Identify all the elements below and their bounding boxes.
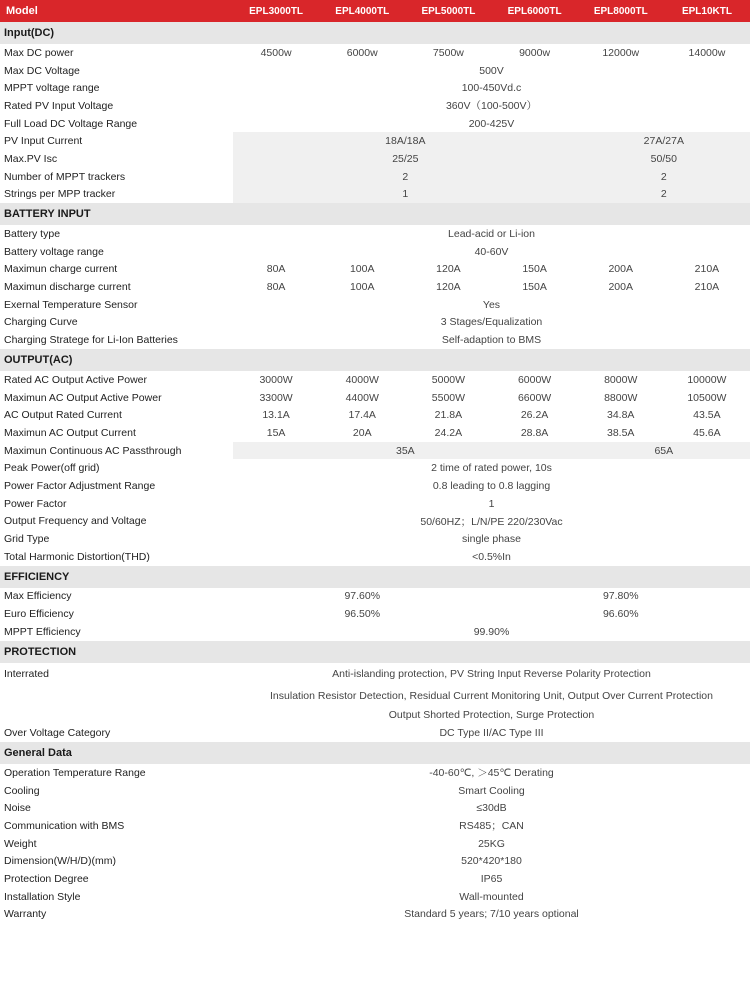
spec-value: IP65 [480, 872, 503, 885]
spec-value: 27A/27A [643, 135, 684, 148]
spec-label: Dimension(W/H/D)(mm) [4, 855, 116, 868]
spec-value: 34.8A [607, 409, 635, 422]
spec-label: Warranty [4, 908, 47, 921]
spec-label: Battery type [4, 228, 61, 241]
model-name: EPL3000TL [249, 5, 304, 17]
spec-row [0, 243, 750, 261]
spec-label: Max DC power [4, 46, 74, 59]
spec-value: 3300W [259, 391, 293, 404]
spec-value: 100A [349, 263, 375, 276]
section-header-output-ac: OUTPUT(AC) [0, 349, 750, 371]
spec-row [0, 707, 750, 725]
spec-value: 50/50 [650, 152, 677, 165]
spec-value: 97.60% [344, 590, 381, 603]
spec-label: Max DC Voltage [4, 64, 80, 77]
spec-value: 2 [402, 170, 409, 183]
spec-value: 4400W [345, 391, 379, 404]
spec-value: -40-60℃, ＞45℃ Derating [429, 767, 554, 780]
spec-row [0, 605, 750, 623]
spec-row [0, 168, 750, 186]
spec-row [0, 782, 750, 800]
section-header-battery-input: BATTERY INPUT [0, 203, 750, 225]
spec-value: 6600W [517, 391, 552, 404]
spec-value: <0.5%In [472, 550, 511, 563]
spec-row [0, 424, 750, 442]
spec-label: Cooling [4, 784, 40, 797]
spec-value: 520*420*180 [461, 855, 522, 868]
spec-value: 4000W [345, 373, 379, 386]
spec-label: Maximun charge current [4, 263, 118, 276]
spec-label: Full Load DC Voltage Range [4, 117, 138, 130]
section-header-efficiency: EFFICIENCY [0, 566, 750, 588]
spec-label: Total Harmonic Distortion(THD) [4, 550, 150, 563]
spec-value: Anti-islanding protection, PV String Input Reverse Polarity Protection [332, 667, 651, 680]
spec-row [0, 888, 750, 906]
spec-value: 45.6A [693, 426, 721, 439]
spec-value: 10000W [687, 373, 727, 386]
spec-value: 50/60HZ；L/N/PE 220/230Vac [420, 515, 563, 528]
spec-label: Weight [4, 837, 37, 850]
spec-row [0, 278, 750, 296]
spec-row [0, 225, 750, 243]
spec-row [0, 331, 750, 349]
spec-row [0, 588, 750, 606]
spec-value: 200-425V [468, 117, 515, 130]
spec-label: Installation Style [4, 890, 81, 903]
spec-value: 6000w [346, 46, 378, 59]
spec-value: 96.60% [602, 608, 639, 621]
spec-value: 43.5A [693, 409, 721, 422]
spec-row [0, 150, 750, 168]
spec-row [0, 314, 750, 332]
spec-value: 38.5A [607, 426, 635, 439]
spec-value: 210A [694, 263, 720, 276]
spec-label: Rated AC Output Active Power [4, 373, 147, 386]
spec-value: 18A/18A [385, 135, 426, 148]
spec-value: 100-450Vd.c [461, 82, 522, 95]
spec-row [0, 548, 750, 566]
spec-value: 3 Stages/Equalization [440, 316, 543, 329]
spec-value: 80A [266, 281, 286, 294]
spec-label: Grid Type [4, 533, 50, 546]
spec-value: 1 [488, 497, 495, 510]
spec-row [0, 477, 750, 495]
spec-row [0, 495, 750, 513]
model-name: EPL6000TL [507, 5, 562, 17]
spec-row [0, 389, 750, 407]
spec-row [0, 724, 750, 742]
spec-label: Maximun AC Output Current [4, 426, 136, 439]
spec-value: 8800W [604, 391, 638, 404]
spec-label: Maximun discharge current [4, 281, 131, 294]
spec-value: DC Type II/AC Type III [439, 727, 544, 740]
spec-value: Self-adaption to BMS [441, 334, 542, 347]
spec-value: 6000W [517, 373, 552, 386]
spec-value: 200A [608, 281, 633, 294]
spec-label: Exernal Temperature Sensor [4, 298, 138, 311]
spec-label: Euro Efficiency [4, 608, 74, 621]
spec-label: Operation Temperature Range [4, 766, 146, 779]
spec-label: Max.PV Isc [4, 152, 58, 165]
spec-row [0, 442, 750, 460]
spec-value: Standard 5 years; 7/10 years optional [404, 908, 579, 921]
spec-row [0, 799, 750, 817]
model-header-label: Model [6, 5, 38, 17]
spec-label: Maximun Continuous AC Passthrough [4, 444, 182, 457]
spec-value: 8000W [604, 373, 638, 386]
spec-value: 40-60V [474, 245, 509, 258]
spec-label: Number of MPPT trackers [4, 170, 126, 183]
spec-label: MPPT voltage range [4, 82, 100, 95]
spec-row [0, 261, 750, 279]
spec-row [0, 97, 750, 115]
spec-row [0, 62, 750, 80]
spec-label: PV Input Current [4, 135, 83, 148]
spec-value: 25/25 [392, 152, 419, 165]
spec-label: Battery voltage range [4, 245, 104, 258]
spec-value: 28.8A [520, 426, 549, 439]
spec-value: 2 [660, 170, 667, 183]
spec-label: MPPT Efficiency [4, 625, 81, 638]
spec-row [0, 132, 750, 150]
spec-label: Charging Curve [4, 316, 78, 329]
spec-value: 14000w [688, 46, 726, 59]
spec-value: 7500w [432, 46, 464, 59]
spec-label: Max Efficiency [4, 590, 72, 603]
spec-row [0, 79, 750, 97]
spec-row [0, 685, 750, 707]
spec-row [0, 513, 750, 531]
model-header-row [0, 0, 750, 22]
spec-row [0, 406, 750, 424]
spec-row [0, 764, 750, 782]
spec-label: AC Output Rated Current [4, 409, 122, 422]
spec-value: 360V（100-500V） [445, 100, 538, 113]
spec-value: 65A [654, 444, 674, 457]
spec-label: Charging Stratege for Li-Ion Batteries [4, 334, 178, 347]
spec-label: Noise [4, 802, 31, 815]
spec-value: 20A [352, 426, 372, 439]
spec-value: 0.8 leading to 0.8 lagging [432, 479, 551, 492]
spec-label: Interrated [4, 667, 49, 680]
spec-value: 13.1A [262, 409, 290, 422]
spec-label: Protection Degree [4, 872, 89, 885]
spec-value: RS485；CAN [459, 820, 524, 833]
spec-label: Communication with BMS [4, 819, 125, 832]
model-name: EPL4000TL [335, 5, 390, 17]
spec-row [0, 623, 750, 641]
spec-label: Strings per MPP tracker [4, 188, 116, 201]
section-header-input-dc: Input(DC) [0, 22, 750, 44]
spec-value: Wall-mounted [459, 890, 524, 903]
spec-label: Rated PV Input Voltage [4, 99, 114, 112]
spec-body [0, 22, 750, 923]
spec-value: 100A [349, 281, 375, 294]
model-name: EPL5000TL [421, 5, 476, 17]
spec-value: 500V [479, 64, 504, 77]
spec-value: 17.4A [348, 409, 376, 422]
spec-value: 15A [266, 426, 286, 439]
spec-value: 97.80% [602, 590, 639, 603]
spec-value: 26.2A [520, 409, 549, 422]
spec-row [0, 530, 750, 548]
spec-label: Over Voltage Category [4, 727, 111, 740]
spec-value: 3000W [259, 373, 293, 386]
spec-row [0, 663, 750, 685]
spec-row [0, 371, 750, 389]
spec-label: Power Factor [4, 497, 67, 510]
spec-label: Output Frequency and Voltage [4, 515, 147, 528]
spec-value: 12000w [602, 46, 640, 59]
spec-value: 5000W [431, 373, 466, 386]
spec-value: 2 time of rated power, 10s [431, 462, 552, 475]
spec-value: 80A [266, 263, 286, 276]
spec-value: 2 [660, 188, 667, 201]
spec-label: Peak Power(off grid) [4, 462, 100, 475]
model-name: EPL8000TL [593, 5, 648, 17]
spec-value: ≤30dB [476, 802, 507, 815]
model-name: EPL10KTL [681, 5, 732, 17]
spec-row [0, 115, 750, 133]
spec-value: 150A [522, 263, 547, 276]
spec-label: Maximun AC Output Active Power [4, 391, 162, 404]
spec-value: 24.2A [434, 426, 463, 439]
spec-row [0, 852, 750, 870]
spec-value: 120A [436, 281, 461, 294]
spec-row [0, 44, 750, 62]
section-header-general-data: General Data [0, 742, 750, 764]
spec-value: Yes [482, 298, 501, 311]
spec-value: 35A [395, 444, 415, 457]
spec-value: 1 [402, 188, 409, 201]
spec-row [0, 870, 750, 888]
spec-row [0, 186, 750, 204]
section-header-protection: PROTECTION [0, 641, 750, 663]
spec-value: 5500W [431, 391, 466, 404]
spec-value: 200A [608, 263, 633, 276]
spec-row [0, 817, 750, 835]
spec-value: 21.8A [434, 409, 463, 422]
spec-value: 120A [436, 263, 461, 276]
spec-row [0, 906, 750, 924]
spec-row [0, 835, 750, 853]
spec-value: 210A [694, 281, 720, 294]
spec-value: 150A [522, 281, 547, 294]
spec-value: 96.50% [344, 608, 381, 621]
spec-value: 9000w [519, 46, 551, 59]
spec-row [0, 459, 750, 477]
spec-value: 99.90% [473, 625, 510, 638]
spec-row [0, 296, 750, 314]
spec-value: Insulation Resistor Detection, Residual Current Monitoring Unit, Output Over Current Protection [270, 689, 713, 702]
spec-value: Lead-acid or Li-ion [448, 228, 535, 241]
spec-value: Output Shorted Protection, Surge Protection [388, 709, 595, 722]
spec-value: single phase [462, 533, 521, 546]
spec-value: Smart Cooling [458, 784, 525, 797]
spec-value: 4500w [260, 46, 292, 59]
spec-value: 10500W [687, 391, 727, 404]
spec-value: 25KG [478, 837, 505, 850]
spec-label: Power Factor Adjustment Range [4, 479, 156, 492]
